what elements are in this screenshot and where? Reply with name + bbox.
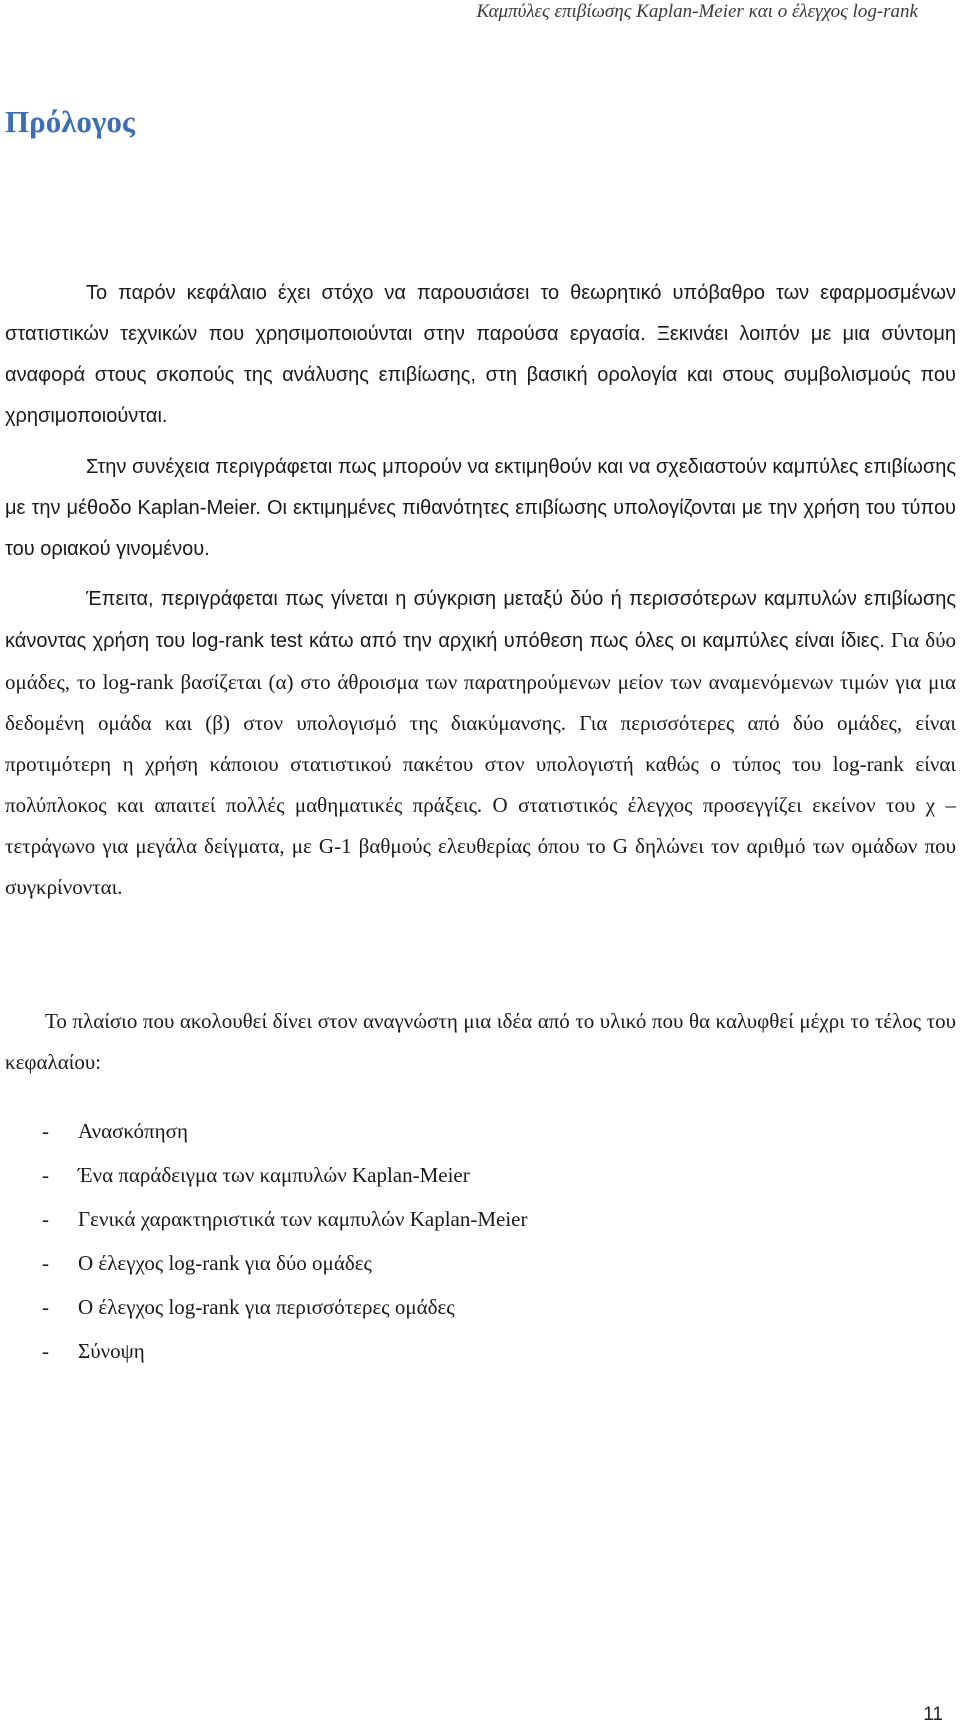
chapter-outline-list: [5, 1109, 956, 1373]
chapter-title: Πρόλογος: [5, 104, 136, 139]
page-number: 11: [923, 1704, 943, 1725]
outline-item-label: Ένα παράδειγμα των καμπυλών Kaplan-Meier: [78, 1163, 470, 1187]
list-bullet: -: [42, 1251, 49, 1275]
paragraph-log-rank-body: Για δύο ομάδες, το log-rank βασίζεται (α) στο άθροισμα των παρατηρούμενων μείον των αναμενόμενων τιμών για μια δεδομένη ομάδα και (β) στον υπολογισμό της διακύμανσης. Για περισσότερες από δύο ομάδες, είναι προτιμότερη η χρήση κάποιου στατιστικού πακέτου στον υπολογιστή καθώς ο τύπος του log-rank είναι πολύπλοκος και απαιτεί πολλές μαθηματικές πράξεις. Ο στατιστικός έλεγχος προσεγγίζει εκείνον του χ – τετράγωνο για μεγάλα δείγματα, με G-1 βαθμούς ελευθερίας όπου το G δηλώνει τον αριθμό των ομάδων που συγκρίνονται.: [5, 628, 956, 899]
page-content: [5, 273, 956, 1373]
paragraph-purpose: Το παρόν κεφάλαιο έχει στόχο να παρουσιάσει το θεωρητικό υπόβαθρο των εφαρμοσμένων στατιστικών τεχνικών που χρησιμοποιούνται στην παρούσα εργασία. Ξεκινάει λοιπόν με μια σύντομη αναφορά στους σκοπούς της ανάλυσης επιβίωσης, στη βασική ορολογία και στους συμβολισμούς που χρησιμοποιούνται.: [5, 282, 956, 427]
outline-item-label: Ανασκόπηση: [78, 1119, 188, 1143]
outline-item-summary: [5, 1329, 956, 1373]
list-bullet: -: [42, 1119, 49, 1143]
paragraph-outline-intro: Το πλαίσιο που ακολουθεί δίνει στον αναγνώστη μια ιδέα από το υλικό που θα καλυφθεί μέχρι το τέλος του κεφαλαίου:: [5, 1009, 956, 1074]
outline-item-characteristics: [5, 1197, 956, 1241]
list-bullet: -: [42, 1339, 49, 1363]
outline-item-label: Ο έλεγχος log-rank για δύο ομάδες: [78, 1251, 372, 1275]
list-bullet: -: [42, 1295, 49, 1319]
outline-item-two-groups: [5, 1241, 956, 1285]
list-bullet: -: [42, 1163, 49, 1187]
list-bullet: -: [42, 1207, 49, 1231]
outline-item-label: Γενικά χαρακτηριστικά των καμπυλών Kaplan-Meier: [78, 1207, 528, 1231]
paragraph-log-rank: [5, 578, 956, 908]
outline-item-label: Ο έλεγχος log-rank για περισσότερες ομάδες: [78, 1295, 455, 1319]
outline-item-overview: [5, 1109, 956, 1153]
paragraph-kaplan-meier: Στην συνέχεια περιγράφεται πως μπορούν να εκτιμηθούν και να σχεδιαστούν καμπύλες επιβίωσης με την μέθοδο Kaplan-Meier. Οι εκτιμημένες πιθανότητες επιβίωσης υπολογίζονται με την χρήση του τύπου του οριακού γινομένου.: [5, 456, 956, 560]
outline-item-example: [5, 1153, 956, 1197]
paragraph-log-rank-lead: Έπειτα, περιγράφεται πως γίνεται η σύγκριση μεταξύ δύο ή περισσότερων καμπυλών επιβίωσης κάνοντας χρήση του log-rank test κάτω από την αρχική υπόθεση πως όλες οι καμπύλες είναι ίδιες.: [5, 588, 956, 652]
outline-item-more-groups: [5, 1285, 956, 1329]
running-header: Καμπύλες επιβίωσης Kaplan-Meier και ο έλεγχος log-rank: [476, 1, 918, 22]
outline-item-label: Σύνοψη: [78, 1339, 145, 1363]
